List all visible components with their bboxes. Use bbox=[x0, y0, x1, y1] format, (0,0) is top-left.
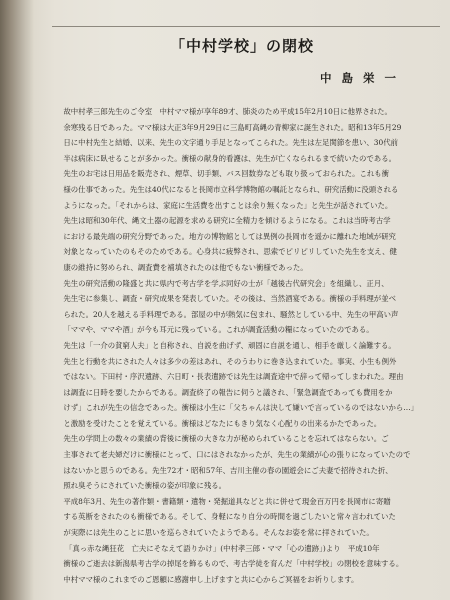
body-line: られた。20人を越える手料理である。部屋の中が熱気に包まれ、騒然としている中、先生の甲高い声 bbox=[63, 309, 399, 319]
body-line: 「ママや、ママや酒」が今も耳元に残っている。これが調査活動の糧になっていたのである。 bbox=[63, 325, 374, 335]
body-line: は調査に日時を要したからである。調査終了の報告に伺うと議され、「緊急調査であっても費用をか bbox=[63, 387, 393, 397]
body-line: と激励を受けたことを覚えている。衝様はどなたにもきり気なく心配りの出来るかたであった。 bbox=[63, 418, 382, 428]
body-line: 先生は昭和30年代、縄文土器の起源を求める研究に全精力を傾けるようになる。これは当時考古学 bbox=[63, 216, 391, 226]
body-line: 康の維持に努められ、調査費を補填されたのは他でもない衝様であった。 bbox=[63, 262, 308, 272]
body-line: はないかと思うのである。先生72才・昭和57年、吉川主催の春の園遊会にご夫妻で招待された折、 bbox=[63, 465, 393, 475]
body-line: における最先端の研究分野であった。地方の博物館としては異例の長岡市を遥かに離れた地域が研究 bbox=[63, 231, 396, 241]
body-line: ではない。下田村・序沢遺跡、六日町・長表遺跡では先生は調査途中で辞って帰ってしまわれた。理由 bbox=[63, 372, 404, 382]
body-line: 照れ臭そうにされていた衝様の姿が印象に残る。 bbox=[63, 481, 226, 491]
body-line: 衝様のご逝去は新潟県考古学の掉尾を飾るもので、考古学徒を育んだ「中村学校」の閉校を意味する。 bbox=[63, 559, 404, 569]
body-line: 故中村孝三郎先生のご令室 中村ママ様が享年89才、肺炎のため平成15年2月10日に他界された。 bbox=[63, 107, 392, 116]
body-line: 様の仕事であった。先生は40代になると長岡市立科学博物館の嘱託となられ、研究活動に没頭される bbox=[63, 184, 399, 194]
book-binding-shadow bbox=[0, 0, 34, 600]
article-body bbox=[56, 104, 441, 587]
body-line: ようになった。「それからは、家庭に生活費を出すことは余り無くなった」と先生が話されていた。 bbox=[63, 200, 393, 210]
body-line: 先生と行動を共にされた人々は多少の差はあれ、そのうわりに巻き込まれていた。事実、小生も例外 bbox=[63, 356, 397, 366]
body-line: 余寒残る日であった。ママ様は大正3年9月29日に三島町高縄の青柳家に誕生された。昭和13年5月29 bbox=[63, 122, 402, 132]
body-line: が実際には先生のことに思いを巡らされていたようである。そんなお姿を常に拝されていた。 bbox=[63, 528, 374, 538]
body-line: 先生宅に参集し、調査・研究成果を発表していた。その後は、当然酒宴である。衝様の手料理が並べ bbox=[63, 294, 396, 304]
body-line: 中村ママ様のこれまでのご恩顧に感謝申し上げますと共に心からご冥福をお祈りします。 bbox=[63, 574, 359, 584]
body-line: 「真っ赤な縄狂花 亡夫にそなえて語りかけ」(中村孝三郎・ママ「心の遺跡」)より 平成10年 bbox=[65, 543, 380, 553]
body-line: 先生の学問上の数々の業績の背後に衝様の大きな力が秘められていることを忘れてはならない。ご bbox=[63, 434, 389, 444]
body-line: 日に中村先生と結婚、以来、先生の文字通り手足となってこられた。先生は左足関節を患い、30代前 bbox=[63, 138, 398, 148]
header-rule bbox=[52, 26, 440, 27]
body-line: けず」これが先生の信念であった。衝様は小生に「父ちゃんは決して嫌いで言っているのではないから…」 bbox=[63, 403, 419, 413]
body-line: 平成8年3月、先生の著作類・書籍類・遺物・発掘道具などと共に併せて現金百万円を長岡市に寄贈 bbox=[63, 496, 391, 506]
body-line: 半は病床に臥せることが多かった。衝様の献身的看護は、先生が亡くなられるまで続いたのである。 bbox=[63, 153, 396, 163]
article-title: 「中村学校」の閉校 bbox=[170, 37, 315, 55]
body-line: 先生のお宅は日用品を販売され、煙草、切手類、バス回数券なども取り扱っておられた。これも衝 bbox=[63, 169, 390, 179]
body-line: 先生の研究活動の隆盛と共に県内で考古学を学ぶ同好の士が「越後古代研究会」を組織し、正月、 bbox=[63, 278, 389, 288]
body-line: 対象となっていたのもそのためである。心身共に疲弊され、思索でピリピリしていた先生を支え、健 bbox=[63, 247, 397, 257]
body-line: 主事されて老夫婦だけに衝様にとって、口にはされなかったが、先生の業績が心の張りになっていたので bbox=[63, 450, 411, 460]
body-line: する英断をされたのも衝様である。そして、身軽になり自分の時間を過ごしたいと常々言われていた bbox=[63, 512, 396, 522]
article-author: 中 島 栄 一 bbox=[320, 71, 400, 85]
body-line: 先生は「一介の貧窮人夫」と自称され、自説を曲げず、頑固に自説を通し、相手を厳しく論難する。 bbox=[63, 340, 396, 350]
